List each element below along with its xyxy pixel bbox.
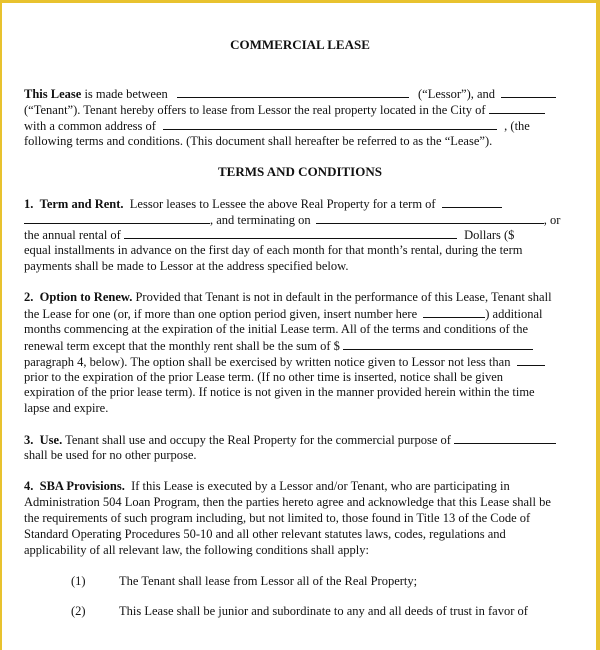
notice-period-field[interactable] — [517, 354, 545, 366]
list-item — [24, 574, 576, 589]
section-3-heading: Use. — [39, 433, 63, 447]
list-item-text: This Lease shall be junior and subordinate to any and all deeds of trust in favor of — [119, 604, 528, 618]
start-date-field[interactable] — [24, 212, 210, 224]
section-2-line-2: the Lease for one (or, if more than one option period given, insert number here ) additional — [24, 307, 543, 321]
city-field[interactable] — [489, 102, 545, 114]
document-page — [2, 3, 596, 650]
section-1-heading: Term and Rent. — [39, 197, 124, 211]
section-4-heading: SBA Provisions. — [39, 479, 125, 493]
list-item-number: (2) — [71, 604, 86, 618]
section-4-line-1: 4. SBA Provisions. If this Lease is executed by a Lessor and/or Tenant, who are participating in — [24, 479, 510, 493]
section-1-line-5: payments shall be made to Lessor at the address specified below. — [24, 259, 349, 273]
termination-date-field[interactable] — [316, 212, 544, 224]
section-3-line-2: shall be used for no other purpose. — [24, 448, 197, 462]
annual-rent-field[interactable] — [124, 227, 457, 239]
section-3-number: 3. — [24, 433, 34, 447]
list-item-number: (1) — [71, 574, 86, 588]
intro-bold-label: This Lease — [24, 87, 82, 101]
renewal-rent-field[interactable] — [343, 338, 533, 350]
section-4-line-2: Administration 504 Loan Program, then the parties hereto agree and acknowledge that this Lease shall be — [24, 495, 551, 509]
section-2-line-3: months commencing at the expiration of the initial Lease term. All of the terms and conditions of the — [24, 322, 529, 336]
list-item-text: The Tenant shall lease from Lessor all of the Real Property; — [119, 574, 418, 588]
lessor-name-field[interactable] — [177, 86, 409, 98]
section-4-line-4: Standard Operating Procedures 50-10 and all other relevant statutes laws, codes, regulations and — [24, 527, 506, 541]
document-title: COMMERCIAL LEASE — [230, 37, 370, 52]
section-2-heading: Option to Renew. — [39, 290, 133, 304]
intro-line-1: This Lease is made between (“Lessor”), and — [24, 86, 576, 102]
section-1-line-3: the annual rental of Dollars ($ — [24, 228, 515, 242]
section-2-line-5: paragraph 4, below). The option shall be exercised by written notice given to Lessor not less than — [24, 354, 576, 370]
section-2-number: 2. — [24, 290, 34, 304]
section-2-line-8: lapse and expire. — [24, 401, 109, 415]
section-3-line-1: 3. Use. Tenant shall use and occupy the Real Property for the commercial purpose of — [24, 432, 576, 448]
intro-line-2: (“Tenant”). Tenant hereby offers to lease from Lessor the real property located in the City of — [24, 102, 576, 118]
section-4-line-5: applicability of all relevant law, the following conditions shall apply: — [24, 543, 369, 557]
section-4-line-3: the requirements of such program including, but not limited to, those found in Title 13 of the Code of — [24, 511, 531, 525]
section-1-line-4: equal installments in advance on the first day of each month for that month’s rental, during the term — [24, 243, 523, 257]
lease-term-field[interactable] — [442, 196, 502, 208]
list-item — [24, 604, 576, 619]
intro-line-4: following terms and conditions. (This document shall hereafter be referred to as the “Lease”). — [24, 134, 493, 148]
section-2-line-7: expiration of the prior lease term). If notice is not given in the manner provided herein within the time — [24, 385, 535, 399]
section-1-line-2: , and terminating on , or — [24, 212, 576, 228]
address-field[interactable] — [163, 118, 497, 130]
section-2-line-4: renewal term except that the monthly rent shall be the sum of $ — [24, 338, 576, 354]
section-1-number: 1. — [24, 197, 34, 211]
section-4-number: 4. — [24, 479, 34, 493]
intro-line-3: with a common address of , (the — [24, 119, 530, 133]
terms-heading: TERMS AND CONDITIONS — [218, 164, 382, 179]
commercial-purpose-field[interactable] — [454, 432, 556, 444]
option-periods-field[interactable] — [423, 306, 485, 318]
section-2-line-1: 2. Option to Renew. Provided that Tenant is not in default in the performance of this Lease, Tenant shall — [24, 290, 552, 304]
tenant-name-field[interactable] — [501, 86, 556, 98]
section-1-line-1: 1. Term and Rent. Lessor leases to Lessee the above Real Property for a term of — [24, 196, 576, 212]
section-2-line-6: prior to the expiration of the prior Lease term. (If no other time is inserted, notice shall be given — [24, 370, 504, 384]
